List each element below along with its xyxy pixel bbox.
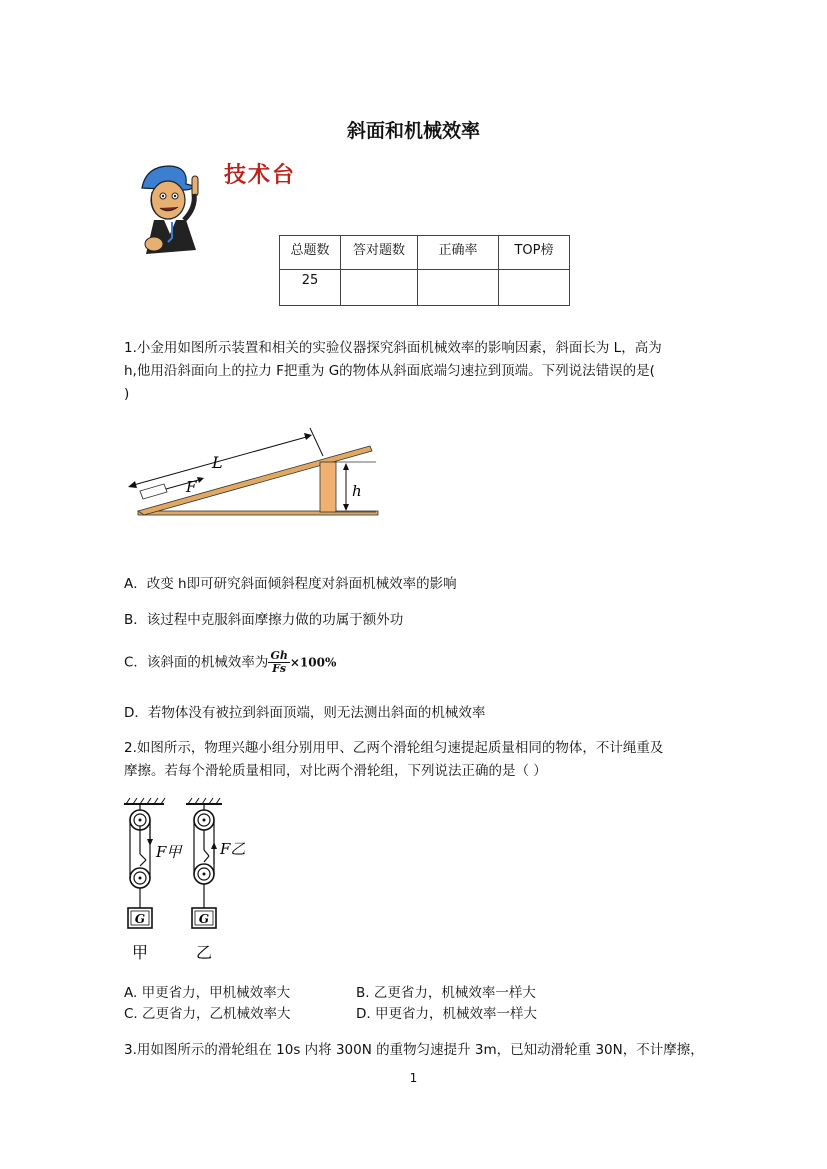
fraction-denominator: Fs <box>272 662 287 675</box>
weight-label-jia: G <box>134 912 146 926</box>
q2-option-d[interactable]: D. 甲更省力，机械效率一样大 <box>356 1006 537 1022</box>
pulley-figure <box>118 796 258 964</box>
q2-option-b[interactable]: B. 乙更省力，机械效率一样大 <box>356 985 536 1001</box>
q1-option-c-prefix: C．该斜面的机械效率为 <box>124 654 269 671</box>
q1-option-c-suffix: ×100% <box>289 655 337 670</box>
q2-line-1: 2.如图所示，物理兴趣小组分别用甲、乙两个滑轮组匀速提起质量相同的物体，不计绳重及 <box>124 740 664 756</box>
q1-line-1: 1.小金用如图所示装置和相关的实验仪器探究斜面机械效率的影响因素，斜面长为 L，高为 <box>124 340 662 356</box>
question-1 <box>124 337 714 406</box>
question-3: 3.用如图所示的滑轮组在 10s 内将 300N 的重物匀速提升 3m，已知动滑轮重 30N，不计摩擦， <box>124 1042 704 1058</box>
label-height: h <box>352 482 362 500</box>
incline-figure <box>124 418 386 522</box>
weight-label-yi: G <box>198 912 210 926</box>
header-rate: 正确率 <box>418 236 499 270</box>
value-total: 25 <box>280 270 341 306</box>
name-yi: 乙 <box>195 943 213 962</box>
q1-line-3: ) <box>124 386 130 402</box>
q2-line-2: 摩擦。若每个滑轮质量相同，对比两个滑轮组，下列说法正确的是（ ） <box>124 763 547 779</box>
q1-option-a[interactable]: A．改变 h即可研究斜面倾斜程度对斜面机械效率的影响 <box>124 576 457 592</box>
header-total: 总题数 <box>280 236 341 270</box>
page-number: 1 <box>409 1071 418 1085</box>
header-top: TOP榜 <box>499 236 570 270</box>
q1-option-d[interactable]: D．若物体没有被拉到斜面顶端，则无法测出斜面的机械效率 <box>124 705 486 721</box>
force-label-jia: F甲 <box>156 843 182 861</box>
q1-line-2: h,他用沿斜面向上的拉力 F把重为 G的物体从斜面底端匀速拉到顶端。下列说法错误的是( <box>124 363 655 379</box>
q2-option-c[interactable]: C. 乙更省力，乙机械效率大 <box>124 1006 291 1022</box>
teacher-mascot-icon <box>136 158 208 258</box>
fraction-numerator: Gh <box>270 649 288 662</box>
q1-option-c[interactable] <box>124 650 336 680</box>
force-label-yi: F乙 <box>220 840 246 858</box>
name-jia: 甲 <box>131 943 149 962</box>
stats-table <box>279 235 570 306</box>
header-correct: 答对题数 <box>341 236 418 270</box>
label-length: L <box>212 453 223 472</box>
label-force: F <box>186 478 197 496</box>
q2-option-a[interactable]: A. 甲更省力，甲机械效率大 <box>124 985 291 1001</box>
page-title: 斜面和机械效率 <box>346 120 480 142</box>
q1-option-b[interactable]: B．该过程中克服斜面摩擦力做的功属于额外功 <box>124 612 404 628</box>
value-correct[interactable] <box>341 270 418 306</box>
efficiency-fraction <box>268 650 289 675</box>
question-2 <box>124 737 714 783</box>
value-top[interactable] <box>499 270 570 306</box>
value-rate[interactable] <box>418 270 499 306</box>
brand-label: 技术台 <box>224 162 297 188</box>
